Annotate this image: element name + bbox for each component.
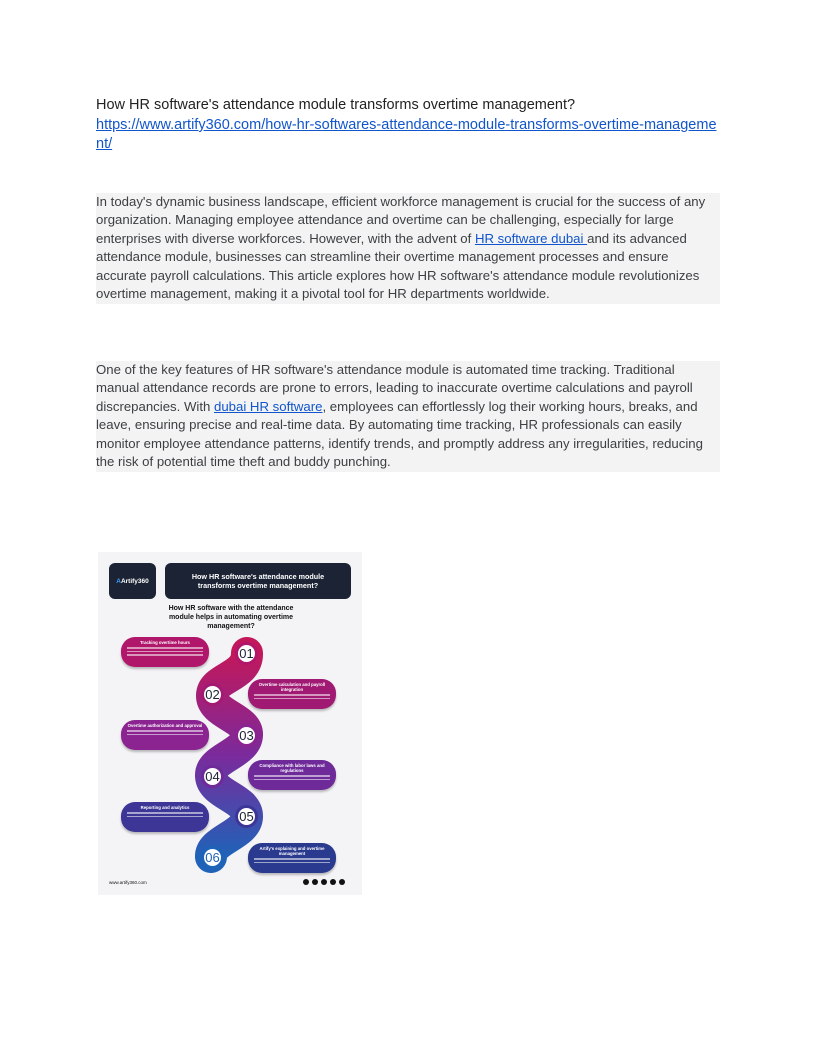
step-card-4: [248, 760, 336, 790]
artify-logo: [109, 563, 156, 599]
step-title: Overtime authorization and approval: [127, 723, 203, 728]
social-icons: [303, 879, 345, 885]
step-number-6: 06: [201, 846, 224, 869]
facebook-icon: [303, 879, 309, 885]
step-number-5: 05: [235, 805, 258, 828]
step-title: Reporting and analytics: [140, 805, 190, 810]
step-title: Artify's explaining and overtime management: [259, 846, 325, 856]
step-number-1: 01: [235, 642, 258, 665]
paragraph-intro: [96, 193, 720, 304]
step-number-2: 02: [201, 683, 224, 706]
logo-text: Artify360: [120, 577, 149, 585]
infographic-header: How HR software's attendance module transforms overtime management?: [165, 563, 351, 599]
step-title: Tracking overtime hours: [140, 640, 190, 645]
infographic-subheading: How HR software with the attendance module helps in automating overtime management?: [168, 605, 294, 630]
step-card-3: [121, 720, 209, 750]
paragraph-intro-text-a: In today's dynamic business landscape, efficient workforce management is crucial for the success of any organization. Managing employee attendance and overtime can be challenging, especially for large enterprises with diverse workforces. However, with the advent of: [96, 194, 706, 246]
step-number-3: 03: [235, 724, 258, 747]
step-title: Compliance with labor laws and regulations: [259, 763, 325, 773]
step-card-2: [248, 679, 336, 709]
paragraph-time-tracking-text-b: , employees can effortlessly log their working hours, breaks, and leave, ensuring precise and real-time data. By automating time tracking, HR professionals can easily monitor employee attendance patterns, identify trends, and promptly address any irregularities, reducing the risk of potential time theft and buddy punching.: [96, 398, 703, 470]
document-title: How HR software's attendance module transforms overtime management?: [96, 97, 576, 113]
paragraph-time-tracking-text-a: One of the key features of HR software's attendance module is automated time tracking. Traditional manual attendance records are prone to errors, leading to inaccurate overtime calculations and payroll discrepancies. With: [96, 362, 693, 414]
hr-software-dubai-link[interactable]: HR software dubai: [474, 230, 588, 246]
step-number-4: 04: [201, 765, 224, 788]
infographic-footer-url: www.artify360.com: [109, 880, 147, 885]
instagram-icon: [312, 879, 318, 885]
step-title: Overtime calculation and payroll integration: [258, 682, 326, 692]
dubai-hr-software-link[interactable]: dubai HR software: [214, 398, 323, 414]
paragraph-time-tracking: [96, 361, 720, 472]
article-url-link[interactable]: https://www.artify360.com/how-hr-softwares-attendance-module-transforms-overtime-management/: [96, 117, 717, 152]
step-card-1: [121, 637, 209, 667]
infographic-image: [98, 552, 362, 895]
linkedin-icon: [330, 879, 336, 885]
logo-icon: A: [116, 577, 121, 585]
youtube-icon: [339, 879, 345, 885]
step-card-5: [121, 802, 209, 832]
step-card-6: [248, 843, 336, 873]
twitter-icon: [321, 879, 327, 885]
paragraph-intro-text-b: and its advanced attendance module, businesses can streamline their overtime management processes and ensure accurate payroll calculations. This article explores how HR software's attendance module revolutionizes overtime management, making it a pivotal tool for HR departments worldwide.: [96, 230, 700, 302]
